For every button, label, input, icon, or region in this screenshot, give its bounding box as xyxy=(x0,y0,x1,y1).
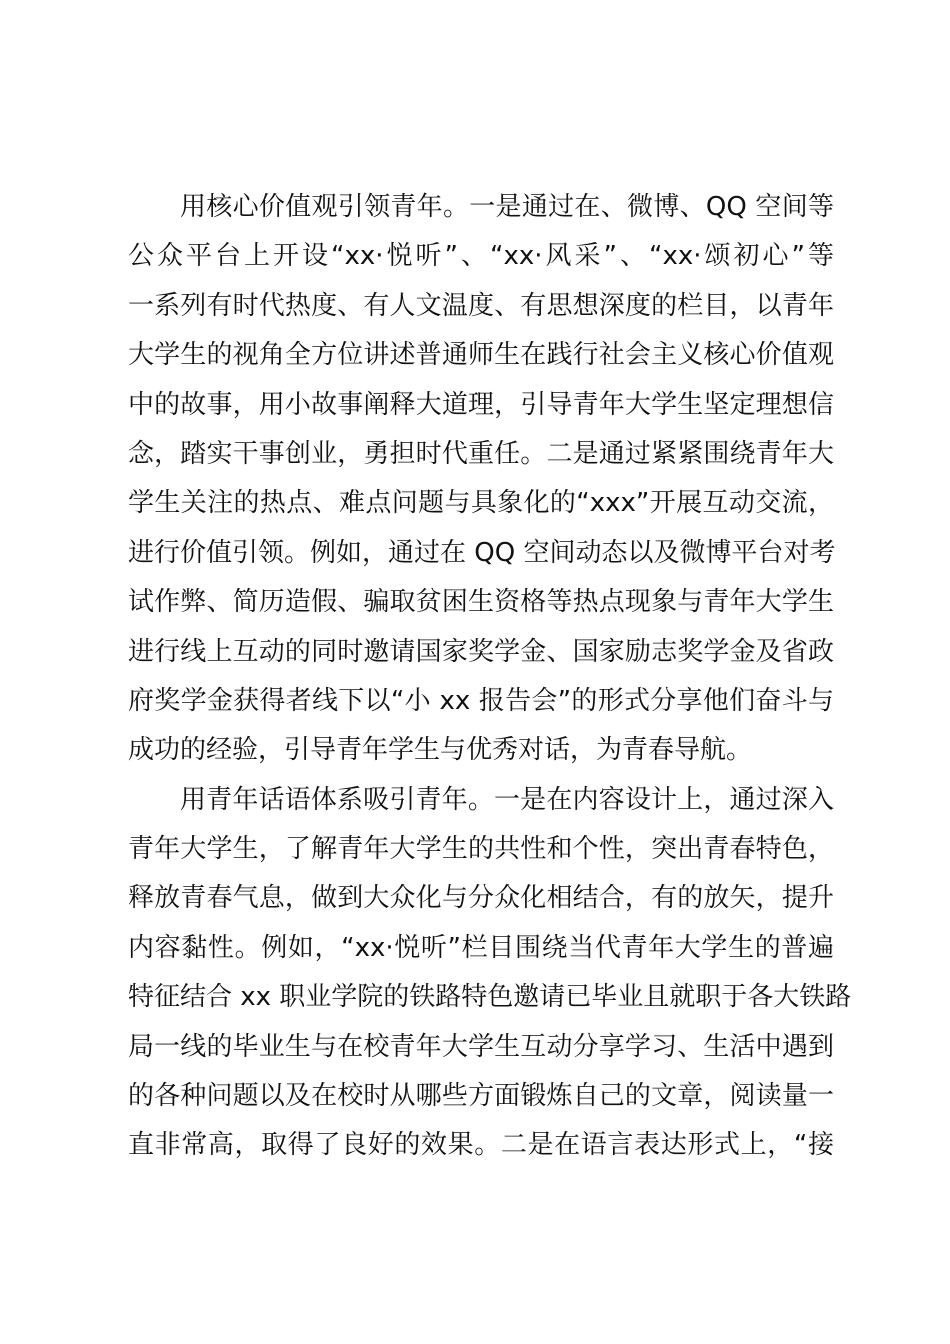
text-line: 局一线的毕业生与在校青年大学生互动分享学习、生活中遇到 xyxy=(128,1031,834,1062)
text-line: 成功的经验，引导青年学生与优秀对话，为青春导航。 xyxy=(128,735,753,766)
text-line: 用青年话语体系吸引青年。一是在内容设计上，通过深入 xyxy=(180,784,834,815)
paragraph-youth-discourse xyxy=(128,776,852,1171)
text-line: 公众平台上开设“xx·悦听”、“xx·风采”、“xx·颂初心”等 xyxy=(128,241,834,272)
text-line: 直非常高，取得了良好的效果。二是在语言表达形式上，“接 xyxy=(128,1130,834,1161)
text-line: 学生关注的热点、难点问题与具象化的“xxx”开展互动交流， xyxy=(128,488,834,519)
paragraph-core-values xyxy=(128,183,834,776)
text-line: 青年大学生，了解青年大学生的共性和个性，突出青春特色， xyxy=(128,834,834,865)
text-line: 一系列有时代热度、有人文温度、有思想深度的栏目，以青年 xyxy=(128,290,834,321)
text-line: 大学生的视角全方位讲述普通师生在践行社会主义核心价值观 xyxy=(128,340,834,371)
text-line: 试作弊、简历造假、骗取贫困生资格等热点现象与青年大学生 xyxy=(128,587,834,618)
text-line: 内容黏性。例如，“xx·悦听”栏目围绕当代青年大学生的普遍 xyxy=(128,932,834,963)
text-line: 进行价值引领。例如，通过在 QQ 空间动态以及微博平台对考 xyxy=(128,537,836,568)
text-line: 用核心价值观引领青年。一是通过在、微博、QQ 空间等 xyxy=(180,192,834,222)
text-line: 释放青春气息，做到大众化与分众化相结合，有的放矢，提升 xyxy=(128,883,834,914)
text-line: 特征结合 xx 职业学院的铁路特色邀请已毕业且就职于各大铁路 xyxy=(128,982,852,1013)
document-body xyxy=(128,183,852,1171)
text-line: 中的故事，用小故事阐释大道理，引导青年大学生坚定理想信 xyxy=(128,389,834,420)
text-line: 府奖学金获得者线下以“小 xx 报告会”的形式分享他们奋斗与 xyxy=(128,685,834,716)
text-line: 进行线上互动的同时邀请国家奖学金、国家励志奖学金及省政 xyxy=(128,636,834,667)
text-line: 的各种问题以及在校时从哪些方面锻炼自己的文章，阅读量一 xyxy=(128,1081,834,1112)
text-line: 念，踏实干事创业，勇担时代重任。二是通过紧紧围绕青年大 xyxy=(128,438,834,469)
